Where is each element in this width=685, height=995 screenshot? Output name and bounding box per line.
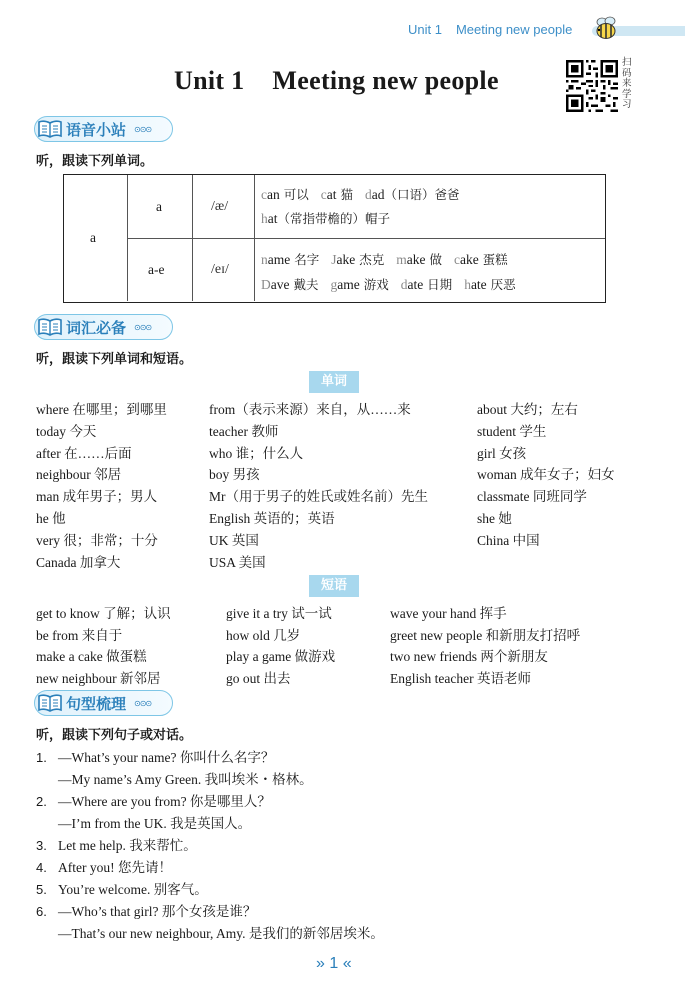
page-number-value: 1 — [329, 955, 339, 972]
word-entry: girl 女孩 — [477, 445, 527, 461]
example-word — [454, 252, 508, 267]
phrase-entry: get to know 了解；认识 — [36, 606, 171, 621]
word-entry: he 他 — [36, 511, 66, 526]
word-meaning: 杰克 — [355, 252, 385, 267]
word-part: h — [464, 277, 471, 292]
instruction-vocab: 听，跟读下列单词和短语。 — [36, 352, 193, 367]
word-part: J — [331, 252, 337, 267]
decorative-dots: ⊙⊙⊙ — [134, 699, 152, 708]
word-entry: who 谁；什么人 — [209, 445, 304, 461]
word-meaning: 猫 — [336, 187, 353, 202]
word-entry: student 学生 — [477, 423, 547, 439]
sentence-line — [36, 900, 256, 920]
word-entry: USA 美国 — [209, 554, 266, 570]
word-entry: classmate 同班同学 — [477, 489, 587, 505]
table-phonetic: /eɪ/ — [211, 262, 229, 277]
example-word — [261, 211, 390, 226]
section-title: 句型梳理 — [66, 695, 127, 713]
sentence-number: 5. — [36, 882, 47, 897]
phrases-tag: 短语 — [309, 575, 359, 597]
sentence-text: —That’s our new neighbour, Amy. 是我们的新邻居埃米。 — [58, 926, 384, 941]
word-part: m — [396, 252, 407, 267]
word-entry: Canada 加拿大 — [36, 554, 121, 570]
word-pattern: ake — [406, 252, 426, 267]
sentence-number: 3. — [36, 838, 47, 853]
word-pattern: ate — [470, 277, 487, 292]
words-tag: 单词 — [309, 371, 359, 393]
sentence-line — [36, 834, 197, 854]
word-entry: she 她 — [477, 511, 512, 526]
word-entry: after 在……后面 — [36, 445, 132, 461]
word-pattern: ad — [371, 187, 385, 202]
table-divider — [127, 238, 605, 239]
example-words-line — [261, 209, 402, 227]
sentence-line — [36, 790, 271, 810]
example-words-line — [261, 250, 520, 268]
example-word — [261, 277, 318, 292]
chevron-right-icon: » — [316, 955, 325, 972]
sentence-text: —What’s your name? 你叫什么名字？ — [58, 750, 275, 765]
word-entry: teacher 教师 — [209, 423, 279, 439]
sentence-text: —Where are you from? 你是哪里人？ — [58, 794, 271, 809]
section-title: 语音小站 — [66, 121, 127, 139]
header-unit: Unit 1 — [408, 22, 442, 37]
word-entry: today 今天 — [36, 423, 97, 439]
word-entry: where 在哪里；到哪里 — [36, 402, 167, 417]
table-pattern: a — [156, 199, 162, 214]
example-word — [261, 252, 319, 267]
word-part: n — [261, 252, 268, 267]
word-entry: from（表示来源）来自，从……来 — [209, 402, 411, 417]
word-meaning: 蛋糕 — [478, 252, 508, 267]
sentence-line — [58, 922, 384, 942]
example-words-line — [261, 275, 528, 293]
sentence-text: —My name’s Amy Green. 我叫埃米・格林。 — [58, 772, 313, 787]
sentence-text: —I’m from the UK. 我是英国人。 — [58, 816, 252, 831]
example-word — [261, 187, 309, 202]
word-entry: very 很；非常；十分 — [36, 532, 158, 548]
title-unit: Unit 1 — [174, 66, 245, 95]
example-word — [330, 277, 388, 292]
word-part: h — [261, 211, 268, 226]
example-word — [331, 252, 384, 267]
qr-caption: 扫码来学习 — [622, 57, 632, 110]
word-pattern: ame — [267, 252, 291, 267]
sentence-text: —Who’s that girl? 那个女孩是谁？ — [58, 904, 257, 919]
phrase-entry: greet new people 和新朋友打招呼 — [390, 627, 581, 643]
title-topic: Meeting new people — [272, 66, 499, 95]
section-banner-sentences — [34, 690, 174, 716]
sentence-text: After you! 您先请！ — [58, 860, 172, 875]
table-letter: a — [90, 230, 96, 245]
word-part: c — [453, 252, 460, 267]
example-word — [396, 252, 442, 267]
bee-icon — [593, 15, 619, 41]
example-word — [464, 277, 515, 292]
sentence-line — [36, 746, 274, 766]
phrase-entry: play a game 做游戏 — [226, 649, 336, 664]
instruction-sentences: 听，跟读下列句子或对话。 — [36, 728, 193, 743]
header-topic: Meeting new people — [455, 22, 573, 37]
phrase-entry: how old 几岁 — [226, 627, 301, 643]
word-pattern: an — [267, 187, 280, 202]
example-word — [321, 187, 353, 202]
word-entry: English 英语的；英语 — [209, 511, 335, 526]
sentence-line — [36, 878, 208, 898]
sentence-number: 6. — [36, 904, 47, 919]
example-word — [365, 187, 460, 202]
example-word — [401, 277, 452, 292]
word-pattern: at — [267, 211, 278, 226]
phrase-entry: go out 出去 — [226, 670, 291, 686]
qr-code-icon[interactable] — [566, 60, 618, 112]
running-header — [408, 22, 572, 37]
book-icon — [37, 119, 63, 139]
example-words-line — [261, 185, 471, 203]
word-part: D — [261, 277, 271, 292]
section-title: 词汇必备 — [66, 319, 127, 337]
word-meaning: 厌恶 — [486, 277, 516, 292]
phrase-entry: two new friends 两个新朋友 — [390, 649, 548, 664]
book-icon — [37, 317, 63, 337]
chevron-left-icon: « — [342, 955, 352, 972]
word-meaning: 日期 — [423, 277, 453, 292]
phonics-table — [63, 174, 606, 303]
word-part: c — [261, 187, 267, 202]
word-meaning: （口语）爸爸 — [384, 187, 460, 202]
sentence-text: You’re welcome. 别客气。 — [58, 882, 208, 897]
word-entry: China 中国 — [477, 532, 540, 548]
sentence-number: 1. — [36, 750, 47, 765]
word-pattern: ake — [336, 252, 356, 267]
word-entry: woman 成年女子；妇女 — [477, 467, 615, 483]
decorative-dots: ⊙⊙⊙ — [134, 323, 152, 332]
word-pattern: ake — [459, 252, 479, 267]
sentence-text: Let me help. 我来帮忙。 — [58, 838, 197, 853]
table-phonetic: /æ/ — [211, 199, 229, 214]
phrase-entry: give it a try 试一试 — [226, 606, 332, 621]
table-pattern: a-e — [148, 262, 165, 277]
phrase-entry: be from 来自于 — [36, 627, 123, 643]
word-pattern: at — [326, 187, 337, 202]
word-meaning: 做 — [425, 252, 442, 267]
word-meaning: 戴夫 — [289, 277, 319, 292]
sentence-line — [58, 768, 313, 788]
page-title — [174, 66, 499, 96]
book-icon — [37, 693, 63, 713]
word-meaning: 可以 — [279, 187, 309, 202]
section-banner-phonics — [34, 116, 174, 142]
word-entry: man 成年男子；男人 — [36, 489, 158, 505]
decorative-dots: ⊙⊙⊙ — [134, 125, 152, 134]
word-entry: UK 英国 — [209, 532, 259, 548]
word-pattern: ame — [337, 277, 360, 292]
word-entry: neighbour 邻居 — [36, 467, 122, 483]
phrase-entry: wave your hand 挥手 — [390, 606, 507, 621]
word-part: g — [330, 277, 338, 292]
phrase-entry: make a cake 做蛋糕 — [36, 649, 147, 664]
word-entry: boy 男孩 — [209, 467, 260, 483]
phrase-entry: English teacher 英语老师 — [390, 670, 531, 686]
word-meaning: 名字 — [290, 252, 320, 267]
word-part: d — [400, 277, 408, 292]
word-entry: about 大约；左右 — [477, 402, 578, 417]
word-pattern: ate — [407, 277, 424, 292]
word-meaning: （常指带檐的）帽子 — [277, 211, 391, 226]
instruction-phonics: 听，跟读下列单词。 — [36, 154, 154, 169]
sentence-number: 4. — [36, 860, 47, 875]
sentence-line — [58, 812, 251, 832]
word-pattern: ave — [270, 277, 290, 292]
section-banner-vocab — [34, 314, 174, 340]
word-part: d — [364, 187, 372, 202]
word-entry: Mr（用于男子的姓氏或姓名前）先生 — [209, 489, 428, 505]
page-number — [316, 955, 352, 973]
sentence-number: 2. — [36, 794, 47, 809]
phrase-entry: new neighbour 新邻居 — [36, 670, 161, 686]
sentence-line — [36, 856, 172, 876]
word-part: c — [320, 187, 327, 202]
word-meaning: 游戏 — [359, 277, 389, 292]
